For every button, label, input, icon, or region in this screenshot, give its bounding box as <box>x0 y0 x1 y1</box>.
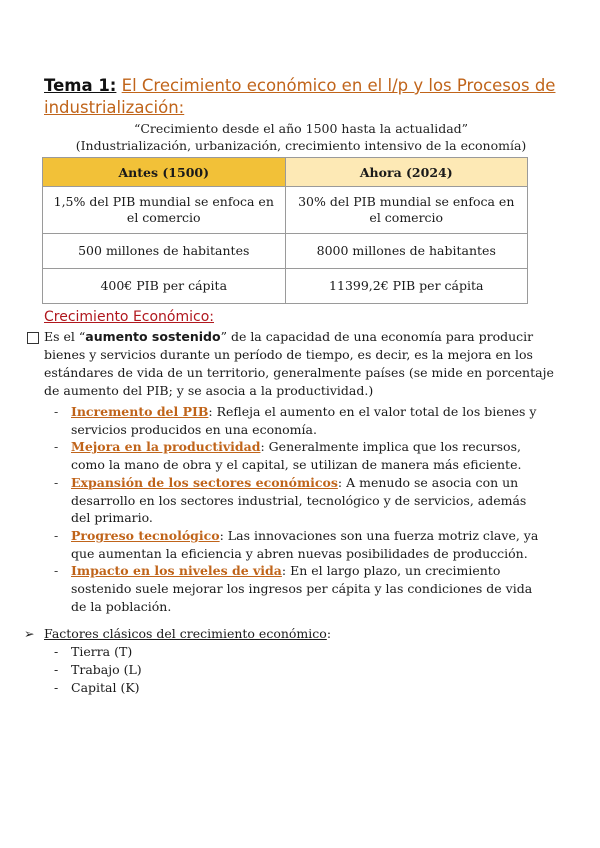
table-row <box>43 269 528 304</box>
list-item <box>54 474 549 527</box>
dash-bullet-icon: - <box>54 404 59 419</box>
page-title <box>44 75 564 119</box>
table-row <box>43 187 528 234</box>
list-item-term: Impacto en los niveles de vida <box>71 563 282 579</box>
list-item-term: Progreso tecnológico <box>71 527 220 543</box>
arrow-bullet-icon: ➢ <box>24 626 35 641</box>
dash-bullet-icon: - <box>54 563 59 579</box>
table-row <box>43 234 528 269</box>
subtitle-line-1: “Crecimiento desde el año 1500 hasta la actualidad” <box>133 121 469 136</box>
factors-label: Factores clásicos del crecimiento económico <box>44 626 327 641</box>
factors-colon: : <box>326 626 332 641</box>
table-cell: 400€ PIB per cápita <box>43 269 286 304</box>
section-heading: Crecimiento Económico: <box>44 309 214 325</box>
comparison-table <box>42 157 528 304</box>
table-cell: 1,5% del PIB mundial se enfoca en el comercio <box>43 187 286 234</box>
list-item-term: Expansión de los sectores económicos <box>71 474 338 490</box>
list-item <box>54 438 549 473</box>
characteristics-list <box>54 403 574 615</box>
table-cell: 30% del PIB mundial se enfoca en el comercio <box>285 187 528 234</box>
subtitle-line-2: (Industrialización, urbanización, crecimiento intensivo de la economía) <box>75 138 527 153</box>
list-item <box>54 527 549 562</box>
list-item <box>54 562 549 615</box>
table-header-row <box>43 158 528 187</box>
factor-label: Capital (K) <box>71 680 140 695</box>
list-item <box>54 661 354 679</box>
list-item-text: : En el largo plazo, un crecimiento sostenido suele mejorar los ingresos per cápita y las condiciones de vida de la población. <box>71 563 533 614</box>
dash-bullet-icon: - <box>54 662 59 677</box>
factors-heading <box>24 625 544 643</box>
table-cell: 11399,2€ PIB per cápita <box>285 269 528 304</box>
list-item <box>54 643 354 661</box>
dash-bullet-icon: - <box>54 527 59 543</box>
list-item-term: Mejora en la productividad <box>71 439 261 455</box>
list-item-text: : A menudo se asocia con un desarrollo en los sectores industrial, tecnológico y de servicios, además del primario. <box>71 474 527 526</box>
list-item-text: : Las innovaciones son una fuerza motriz clave, ya que aumentan la eficiencia y abren nuevas posibilidades de producción. <box>71 527 539 561</box>
list-item <box>54 403 549 438</box>
title-text: El Crecimiento económico en el l/p y los Procesos de industrialización: <box>44 76 556 117</box>
table-cell: 500 millones de habitantes <box>43 234 286 269</box>
intro-post: ” de la capacidad de una economía para producir bienes y servicios durante un período de tiempo, es decir, es la mejora en los estándares de vida de un territorio, generalmente países (se mide en porcentaje de aumento del PIB; y se asocia a la productividad.) <box>44 329 554 398</box>
definition-paragraph <box>44 328 564 400</box>
factor-label: Tierra (T) <box>71 644 133 659</box>
list-item-text: : Refleja el aumento en el valor total de los bienes y servicios producidos en una economía. <box>71 404 537 437</box>
dash-bullet-icon: - <box>54 644 59 659</box>
intro-bold-term: aumento sostenido <box>85 329 221 344</box>
dash-bullet-icon: - <box>54 439 59 455</box>
subtitle <box>40 120 562 154</box>
factors-list <box>54 643 354 697</box>
list-item-text: : Generalmente implica que los recursos, como la mano de obra y el capital, se utilizan de manera más eficiente. <box>71 439 522 473</box>
title-tag: Tema 1: <box>44 76 117 95</box>
dash-bullet-icon: - <box>54 474 59 490</box>
factor-label: Trabajo (L) <box>71 662 142 677</box>
header-ahora: Ahora (2024) <box>285 158 528 187</box>
list-item-term: Incremento del PIB <box>71 404 209 419</box>
table-cell: 8000 millones de habitantes <box>285 234 528 269</box>
dash-bullet-icon: - <box>54 680 59 695</box>
checkbox-bullet-icon <box>27 332 39 344</box>
list-item <box>54 679 354 697</box>
intro-pre: Es el “ <box>44 329 86 344</box>
header-antes: Antes (1500) <box>43 158 286 187</box>
